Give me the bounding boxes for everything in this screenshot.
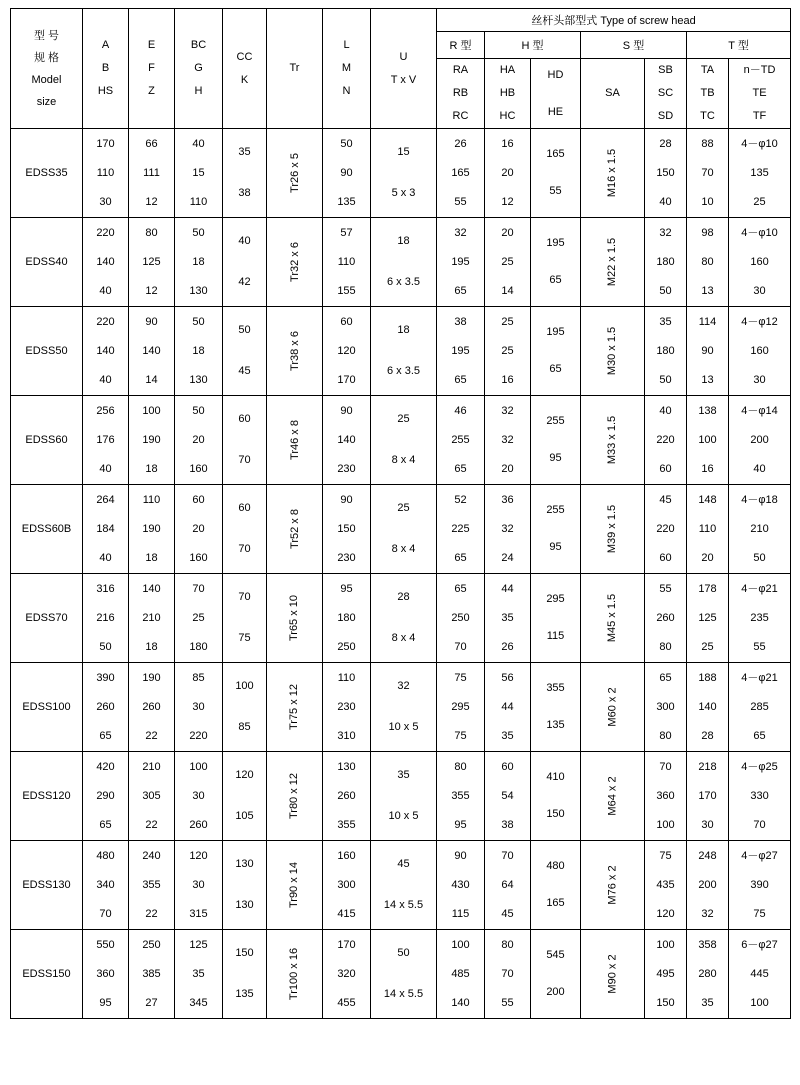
header-col-hd-he: [531, 59, 581, 129]
header-tf: TF: [752, 110, 767, 122]
cell-ntd: 4－φ14 200 40: [729, 396, 791, 485]
cell-h-abc: 16 20 12: [485, 129, 531, 218]
cell-h-de: 410 150: [531, 752, 581, 841]
cell-efz: 210 305 22: [129, 752, 175, 841]
cell-utv: 25 8 x 4: [371, 396, 437, 485]
cell-efz: 140 210 18: [129, 574, 175, 663]
header-u: U: [399, 50, 408, 63]
cell-h-de: 545 200: [531, 930, 581, 1019]
header-col-sb-sc-sd: [645, 59, 687, 129]
cell-h-abc: 56 44 35: [485, 663, 531, 752]
header-hc: HC: [499, 110, 516, 122]
cell-s: 40 220 60: [645, 396, 687, 485]
cell-h-de: 165 55: [531, 129, 581, 218]
cell-tr: Tr90 x 14: [267, 841, 323, 930]
cell-tr: Tr65 x 10: [267, 574, 323, 663]
cell-cck: 100 85: [223, 663, 267, 752]
header-col-ha-hb-hc: [485, 59, 531, 129]
cell-lmn: 50 90 135: [323, 129, 371, 218]
cell-t: 98 80 13: [687, 218, 729, 307]
cell-utv: 45 14 x 5.5: [371, 841, 437, 930]
cell-h-de: 255 95: [531, 396, 581, 485]
table-row: [11, 307, 791, 396]
cell-ab-hs: 420 290 65: [83, 752, 129, 841]
cell-lmn: 57 110 155: [323, 218, 371, 307]
cell-ntd: 4－φ10 160 30: [729, 218, 791, 307]
cell-sa: M33 x 1.5: [581, 396, 645, 485]
cell-ab-hs: 550 360 95: [83, 930, 129, 1019]
row-model: EDSS35: [11, 129, 83, 218]
header-sa: SA: [605, 87, 620, 99]
cell-bcgh: 50 20 160: [175, 396, 223, 485]
cell-cck: 60 70: [223, 396, 267, 485]
cell-ab-hs: 220 140 40: [83, 218, 129, 307]
header-cc: CC: [236, 50, 253, 63]
cell-efz: 110 190 18: [129, 485, 175, 574]
cell-tr: Tr75 x 12: [267, 663, 323, 752]
row-model: EDSS130: [11, 841, 83, 930]
cell-tr: Tr80 x 12: [267, 752, 323, 841]
cell-r: 90 430 115: [437, 841, 485, 930]
header-te: TE: [752, 87, 767, 99]
cell-s: 70 360 100: [645, 752, 687, 841]
header-screw-head-group: 丝杆头部型式 Type of screw head: [437, 9, 791, 32]
cell-ab-hs: 256 176 40: [83, 396, 129, 485]
header-col-sa: [581, 59, 645, 129]
cell-cck: 70 75: [223, 574, 267, 663]
cell-cck: 40 42: [223, 218, 267, 307]
cell-cck: 150 135: [223, 930, 267, 1019]
cell-h-de: 195 65: [531, 307, 581, 396]
header-ntd: n－TD: [743, 64, 776, 76]
cell-t: 188 140 28: [687, 663, 729, 752]
header-ta: TA: [700, 64, 715, 76]
cell-cck: 50 45: [223, 307, 267, 396]
cell-ab-hs: 264 184 40: [83, 485, 129, 574]
cell-t: 88 70 10: [687, 129, 729, 218]
cell-ab-hs: 220 140 40: [83, 307, 129, 396]
cell-utv: 28 8 x 4: [371, 574, 437, 663]
cell-r: 38 195 65: [437, 307, 485, 396]
table-row: [11, 752, 791, 841]
cell-tr: Tr32 x 6: [267, 218, 323, 307]
cell-s: 32 180 50: [645, 218, 687, 307]
row-model: EDSS50: [11, 307, 83, 396]
header-sb: SB: [658, 64, 673, 76]
cell-efz: 90 140 14: [129, 307, 175, 396]
cell-sa: M22 x 1.5: [581, 218, 645, 307]
header-type-t: T 型: [687, 32, 791, 59]
cell-sa: M16 x 1.5: [581, 129, 645, 218]
header-ra: RA: [452, 64, 469, 76]
cell-r: 80 355 95: [437, 752, 485, 841]
cell-bcgh: 50 18 130: [175, 218, 223, 307]
table-row: [11, 574, 791, 663]
table-row: [11, 663, 791, 752]
cell-s: 45 220 60: [645, 485, 687, 574]
row-model: EDSS100: [11, 663, 83, 752]
cell-lmn: 160 300 415: [323, 841, 371, 930]
header-col-bc-g-h: [175, 9, 223, 129]
cell-r: 26 165 55: [437, 129, 485, 218]
header-col-e-f-z: [129, 9, 175, 129]
cell-s: 75 435 120: [645, 841, 687, 930]
cell-ab-hs: 316 216 50: [83, 574, 129, 663]
cell-h-abc: 36 32 24: [485, 485, 531, 574]
cell-utv: 18 6 x 3.5: [371, 218, 437, 307]
cell-sa: M64 x 2: [581, 752, 645, 841]
cell-s: 35 180 50: [645, 307, 687, 396]
header-bc: BC: [190, 39, 207, 51]
table-row: [11, 485, 791, 574]
cell-bcgh: 120 30 315: [175, 841, 223, 930]
cell-ab-hs: 480 340 70: [83, 841, 129, 930]
header-model-size: [11, 9, 83, 129]
header-sc: SC: [657, 87, 674, 99]
cell-t: 138 100 16: [687, 396, 729, 485]
cell-h-abc: 25 25 16: [485, 307, 531, 396]
cell-lmn: 95 180 250: [323, 574, 371, 663]
cell-ntd: 4－φ27 390 75: [729, 841, 791, 930]
header-h: H: [194, 85, 203, 97]
cell-h-abc: 80 70 55: [485, 930, 531, 1019]
cell-utv: 18 6 x 3.5: [371, 307, 437, 396]
cell-h-de: 480 165: [531, 841, 581, 930]
cell-sa: M90 x 2: [581, 930, 645, 1019]
cell-sa: M60 x 2: [581, 663, 645, 752]
cell-tr: Tr38 x 6: [267, 307, 323, 396]
cell-r: 52 225 65: [437, 485, 485, 574]
cell-cck: 120 105: [223, 752, 267, 841]
cell-s: 28 150 40: [645, 129, 687, 218]
cell-lmn: 90 150 230: [323, 485, 371, 574]
header-tc: TC: [700, 110, 715, 122]
header-rb: RB: [452, 87, 469, 99]
header-a: A: [101, 39, 110, 51]
cell-utv: 25 8 x 4: [371, 485, 437, 574]
cell-utv: 32 10 x 5: [371, 663, 437, 752]
cell-sa: M39 x 1.5: [581, 485, 645, 574]
cell-efz: 80 125 12: [129, 218, 175, 307]
header-type-r: R 型: [437, 32, 485, 59]
cell-bcgh: 70 25 180: [175, 574, 223, 663]
row-model: EDSS150: [11, 930, 83, 1019]
header-type-h: H 型: [485, 32, 581, 59]
table-row: [11, 129, 791, 218]
header-b: B: [101, 62, 110, 74]
header-hs: HS: [97, 85, 114, 97]
cell-t: 114 90 13: [687, 307, 729, 396]
cell-lmn: 170 320 455: [323, 930, 371, 1019]
header-ha: HA: [499, 64, 516, 76]
cell-bcgh: 50 18 130: [175, 307, 223, 396]
table-body: [11, 129, 791, 1019]
cell-s: 55 260 80: [645, 574, 687, 663]
cell-h-abc: 20 25 14: [485, 218, 531, 307]
cell-t: 218 170 30: [687, 752, 729, 841]
cell-efz: 66 111 12: [129, 129, 175, 218]
header-col-ntd-te-tf: [729, 59, 791, 129]
row-model: EDSS120: [11, 752, 83, 841]
row-model: EDSS40: [11, 218, 83, 307]
cell-bcgh: 60 20 160: [175, 485, 223, 574]
model-line-4: size: [36, 95, 57, 108]
cell-t: 178 125 25: [687, 574, 729, 663]
cell-cck: 130 130: [223, 841, 267, 930]
cell-tr: Tr100 x 16: [267, 930, 323, 1019]
row-model: EDSS60: [11, 396, 83, 485]
header-sd: SD: [657, 110, 674, 122]
cell-ntd: 6－φ27 445 100: [729, 930, 791, 1019]
cell-lmn: 90 140 230: [323, 396, 371, 485]
header-col-a-b-hs: [83, 9, 129, 129]
cell-bcgh: 125 35 345: [175, 930, 223, 1019]
cell-ntd: 4－φ18 210 50: [729, 485, 791, 574]
header-col-ta-tb-tc: [687, 59, 729, 129]
cell-h-abc: 44 35 26: [485, 574, 531, 663]
header-col-tr: [267, 9, 323, 129]
cell-tr: Tr52 x 8: [267, 485, 323, 574]
model-line-2: 规 格: [33, 51, 60, 64]
cell-utv: 50 14 x 5.5: [371, 930, 437, 1019]
cell-efz: 100 190 18: [129, 396, 175, 485]
cell-bcgh: 40 15 110: [175, 129, 223, 218]
cell-t: 358 280 35: [687, 930, 729, 1019]
cell-sa: M30 x 1.5: [581, 307, 645, 396]
cell-h-de: 195 65: [531, 218, 581, 307]
header-l: L: [343, 39, 350, 51]
cell-s: 100 495 150: [645, 930, 687, 1019]
cell-lmn: 130 260 355: [323, 752, 371, 841]
table-row: [11, 218, 791, 307]
header-col-cc-k: [223, 9, 267, 129]
cell-bcgh: 100 30 260: [175, 752, 223, 841]
specification-table: [10, 8, 791, 1019]
cell-efz: 190 260 22: [129, 663, 175, 752]
cell-r: 65 250 70: [437, 574, 485, 663]
header-col-u-txv: [371, 9, 437, 129]
cell-h-de: 295 115: [531, 574, 581, 663]
cell-cck: 60 70: [223, 485, 267, 574]
header-type-s: S 型: [581, 32, 687, 59]
header-hd: HD: [547, 68, 564, 81]
header-hb: HB: [499, 87, 516, 99]
cell-bcgh: 85 30 220: [175, 663, 223, 752]
header-tb: TB: [700, 87, 715, 99]
cell-lmn: 110 230 310: [323, 663, 371, 752]
header-k: K: [240, 73, 249, 86]
header-col-ra-rb-rc: [437, 59, 485, 129]
model-line-3: Model: [31, 73, 62, 86]
header-m: M: [341, 62, 352, 74]
cell-t: 248 200 32: [687, 841, 729, 930]
model-line-1: 型 号: [33, 29, 60, 42]
table-row: [11, 396, 791, 485]
cell-h-abc: 32 32 20: [485, 396, 531, 485]
row-model: EDSS60B: [11, 485, 83, 574]
header-he: HE: [547, 105, 564, 118]
cell-h-abc: 60 54 38: [485, 752, 531, 841]
cell-tr: Tr46 x 8: [267, 396, 323, 485]
cell-h-abc: 70 64 45: [485, 841, 531, 930]
table-header: [11, 9, 791, 129]
header-tr: Tr: [289, 62, 300, 74]
header-n: N: [342, 85, 351, 97]
table-row: [11, 841, 791, 930]
cell-cck: 35 38: [223, 129, 267, 218]
cell-efz: 250 385 27: [129, 930, 175, 1019]
cell-ntd: 4－φ25 330 70: [729, 752, 791, 841]
cell-sa: M45 x 1.5: [581, 574, 645, 663]
cell-r: 46 255 65: [437, 396, 485, 485]
cell-ab-hs: 170 110 30: [83, 129, 129, 218]
header-col-l-m-n: [323, 9, 371, 129]
cell-s: 65 300 80: [645, 663, 687, 752]
header-txv: T x V: [390, 73, 417, 86]
cell-utv: 35 10 x 5: [371, 752, 437, 841]
cell-ntd: 4－φ21 235 55: [729, 574, 791, 663]
cell-sa: M76 x 2: [581, 841, 645, 930]
cell-ntd: 4－φ21 285 65: [729, 663, 791, 752]
header-e: E: [147, 39, 156, 51]
header-z: Z: [148, 85, 155, 97]
header-g: G: [194, 62, 203, 74]
cell-tr: Tr26 x 5: [267, 129, 323, 218]
row-model: EDSS70: [11, 574, 83, 663]
cell-utv: 15 5 x 3: [371, 129, 437, 218]
cell-r: 75 295 75: [437, 663, 485, 752]
cell-t: 148 110 20: [687, 485, 729, 574]
cell-ab-hs: 390 260 65: [83, 663, 129, 752]
cell-efz: 240 355 22: [129, 841, 175, 930]
cell-r: 32 195 65: [437, 218, 485, 307]
cell-ntd: 4－φ10 135 25: [729, 129, 791, 218]
cell-ntd: 4－φ12 160 30: [729, 307, 791, 396]
header-rc: RC: [452, 110, 469, 122]
cell-h-de: 355 135: [531, 663, 581, 752]
cell-r: 100 485 140: [437, 930, 485, 1019]
header-f: F: [148, 62, 155, 74]
cell-lmn: 60 120 170: [323, 307, 371, 396]
table-row: [11, 930, 791, 1019]
cell-h-de: 255 95: [531, 485, 581, 574]
